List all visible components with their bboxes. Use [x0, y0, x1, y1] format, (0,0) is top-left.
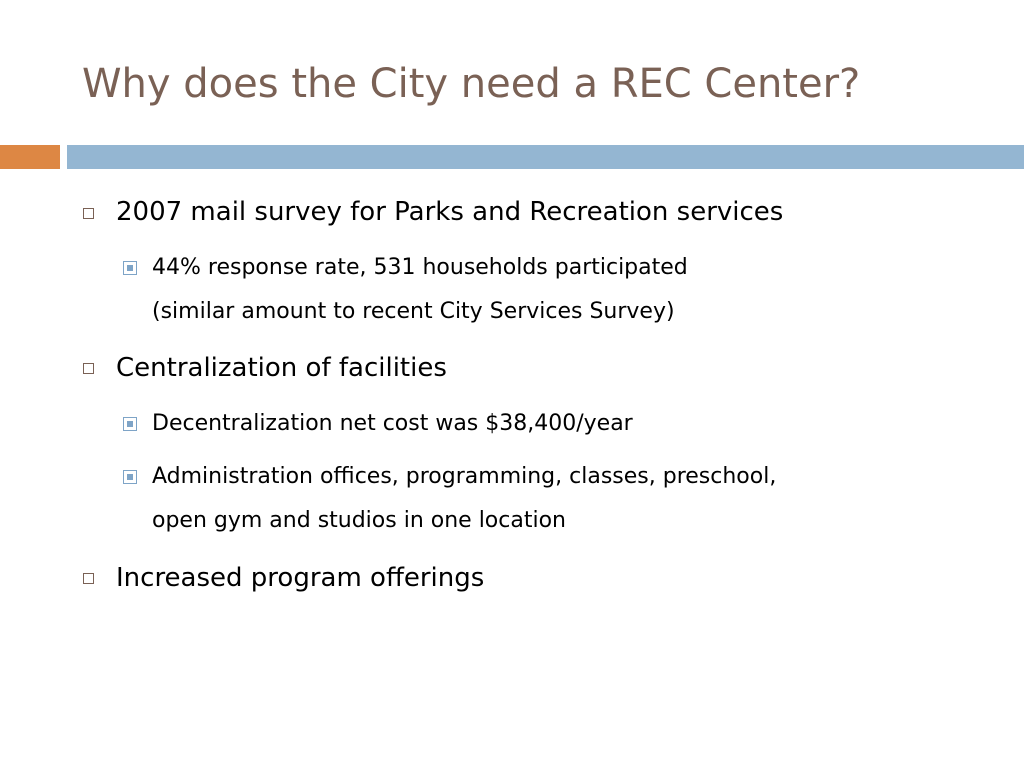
- sub-bullet-text: 44% response rate, 531 households participated: [152, 255, 688, 280]
- sub-bullet-text: Decentralization net cost was $38,400/year: [152, 411, 633, 436]
- slide-title: Why does the City need a REC Center?: [82, 61, 861, 107]
- filled-square-icon: [123, 470, 137, 484]
- bullet-text: 2007 mail survey for Parks and Recreation services: [116, 197, 784, 227]
- sub-bullet-text: (similar amount to recent City Services Survey): [152, 299, 675, 324]
- hollow-square-icon: [83, 573, 94, 584]
- hollow-square-icon: [83, 363, 94, 374]
- bullet-text: Centralization of facilities: [116, 353, 447, 383]
- hollow-square-icon: [83, 208, 94, 219]
- filled-square-icon: [123, 417, 137, 431]
- sub-bullet-text: open gym and studios in one location: [152, 508, 566, 533]
- sub-bullet-text: Administration offices, programming, classes, preschool,: [152, 464, 777, 489]
- filled-square-icon: [123, 261, 137, 275]
- bullet-text: Increased program offerings: [116, 563, 485, 593]
